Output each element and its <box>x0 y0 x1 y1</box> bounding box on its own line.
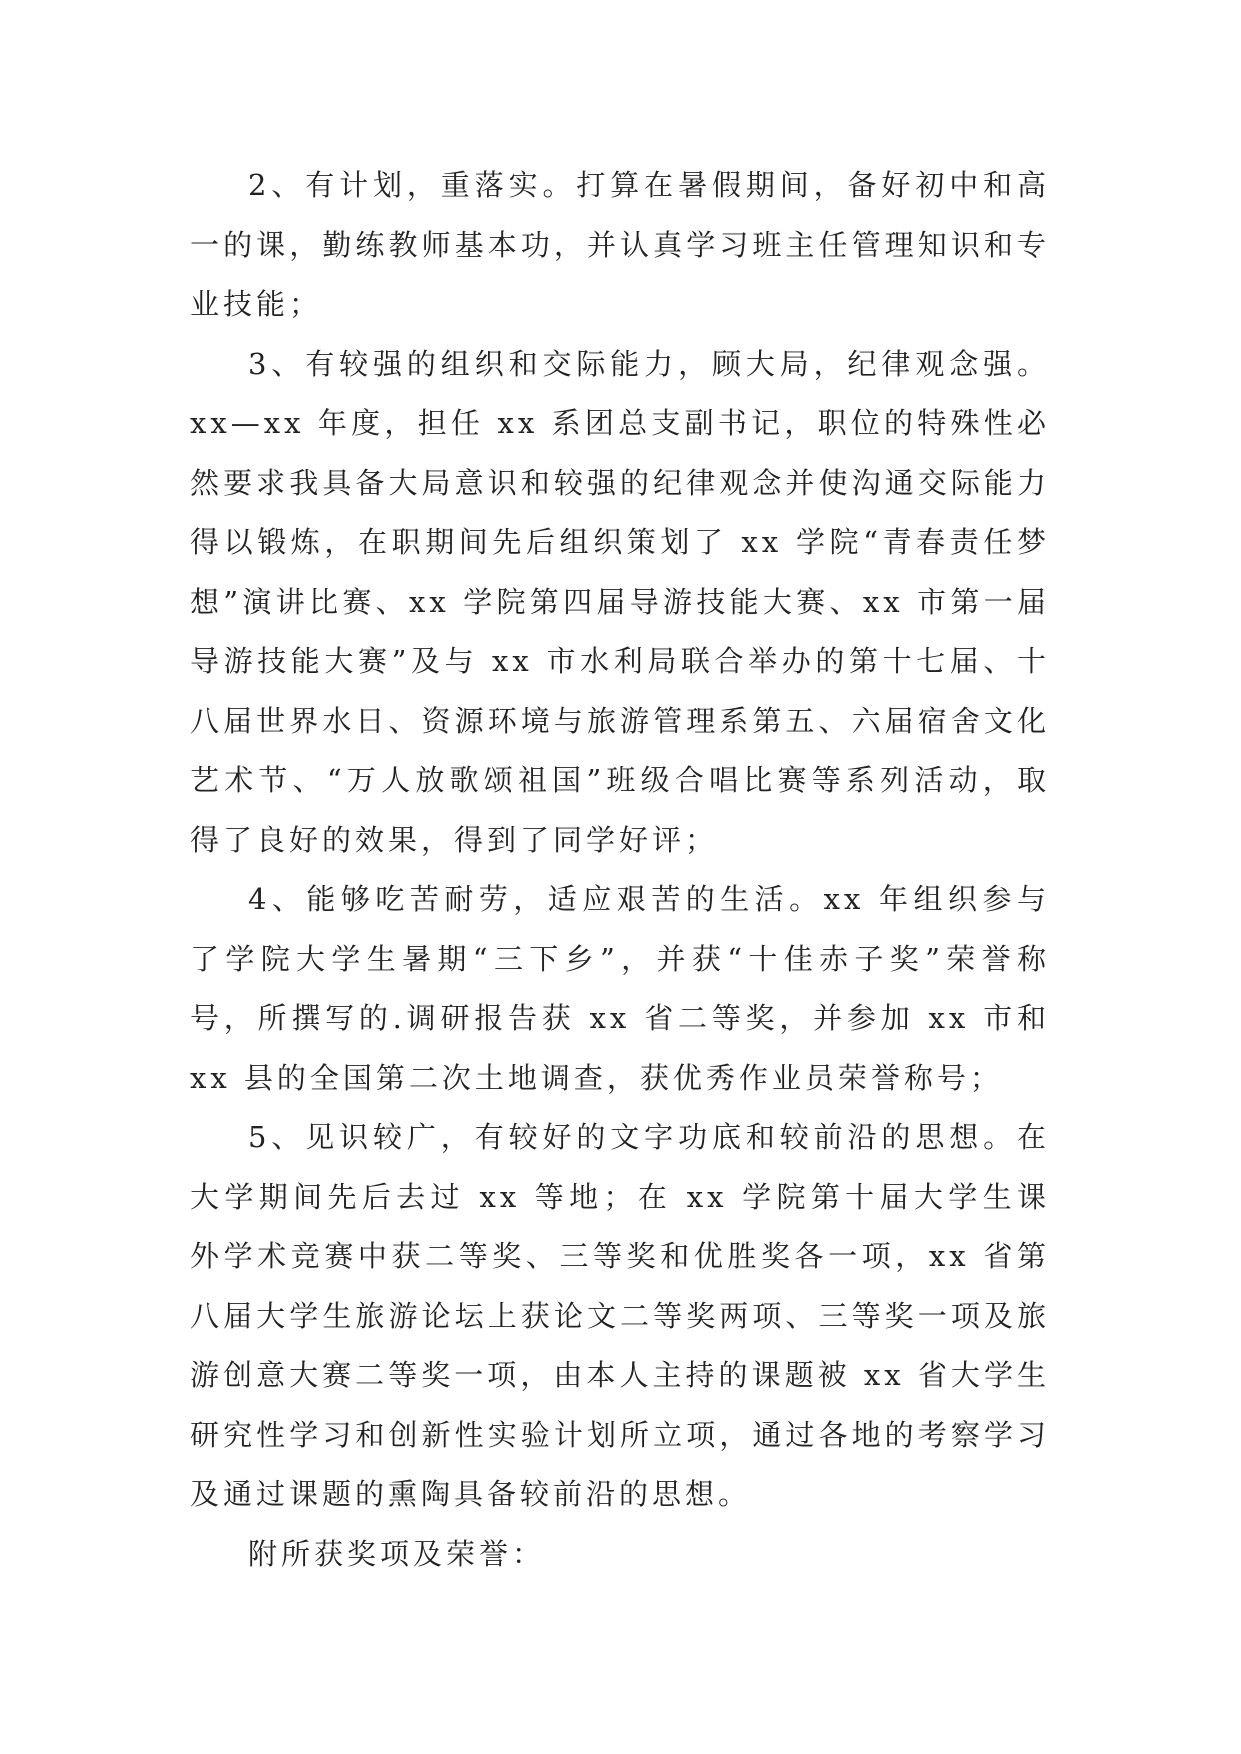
paragraph-organization: 3、有较强的组织和交际能力，顾大局，纪律观念强。xx—xx 年度，担任 xx 系团总支副书记，职位的特殊性必然要求我具备大局意识和较强的纪律观念并使沟通交际能力得以锻炼，在职期间先后组织策划了 xx 学院“青春责任梦想”演讲比赛、xx 学院第四届导游技能大赛、xx 市第一届导游技能大赛”及与 xx 市水利局联合举办的第十七届、十八届世界水日、资源环境与旅游管理系第五、六届宿舍文化艺术节、“万人放歌颂祖国”班级合唱比赛等系列活动，取得了良好的效果，得到了同学好评； <box>190 346 1050 857</box>
paragraph-knowledge: 5、见识较广，有较好的文字功底和较前沿的思想。在大学期间先后去过 xx 等地；在 xx 学院第十届大学生课外学术竞赛中获二等奖、三等奖和优胜奖各一项，xx 省第八届大学生旅游论坛上获论文二等奖两项、三等奖一项及旅游创意大赛二等奖一项，由本人主持的课题被 xx 省大学生研究性学习和创新性实验计划所立项，通过各地的考察学习及通过课题的熏陶具备较前沿的思想。 <box>190 1120 1050 1511</box>
paragraph-plan: 2、有计划，重落实。打算在暑假期间，备好初中和高一的课，勤练教师基本功，并认真学习班主任管理知识和专业技能； <box>190 168 1050 321</box>
paragraph-hardship: 4、能够吃苦耐劳，适应艰苦的生活。xx 年组织参与了学院大学生暑期“三下乡”，并获“十佳赤子奖”荣誉称号，所撰写的.调研报告获 xx 省二等奖，并参加 xx 市和 xx 县的全国第二次土地调查，获优秀作业员荣誉称号； <box>190 882 1050 1095</box>
paragraph-awards-heading: 附所获奖项及荣誉： <box>248 1536 546 1571</box>
document-body <box>190 156 1050 1584</box>
